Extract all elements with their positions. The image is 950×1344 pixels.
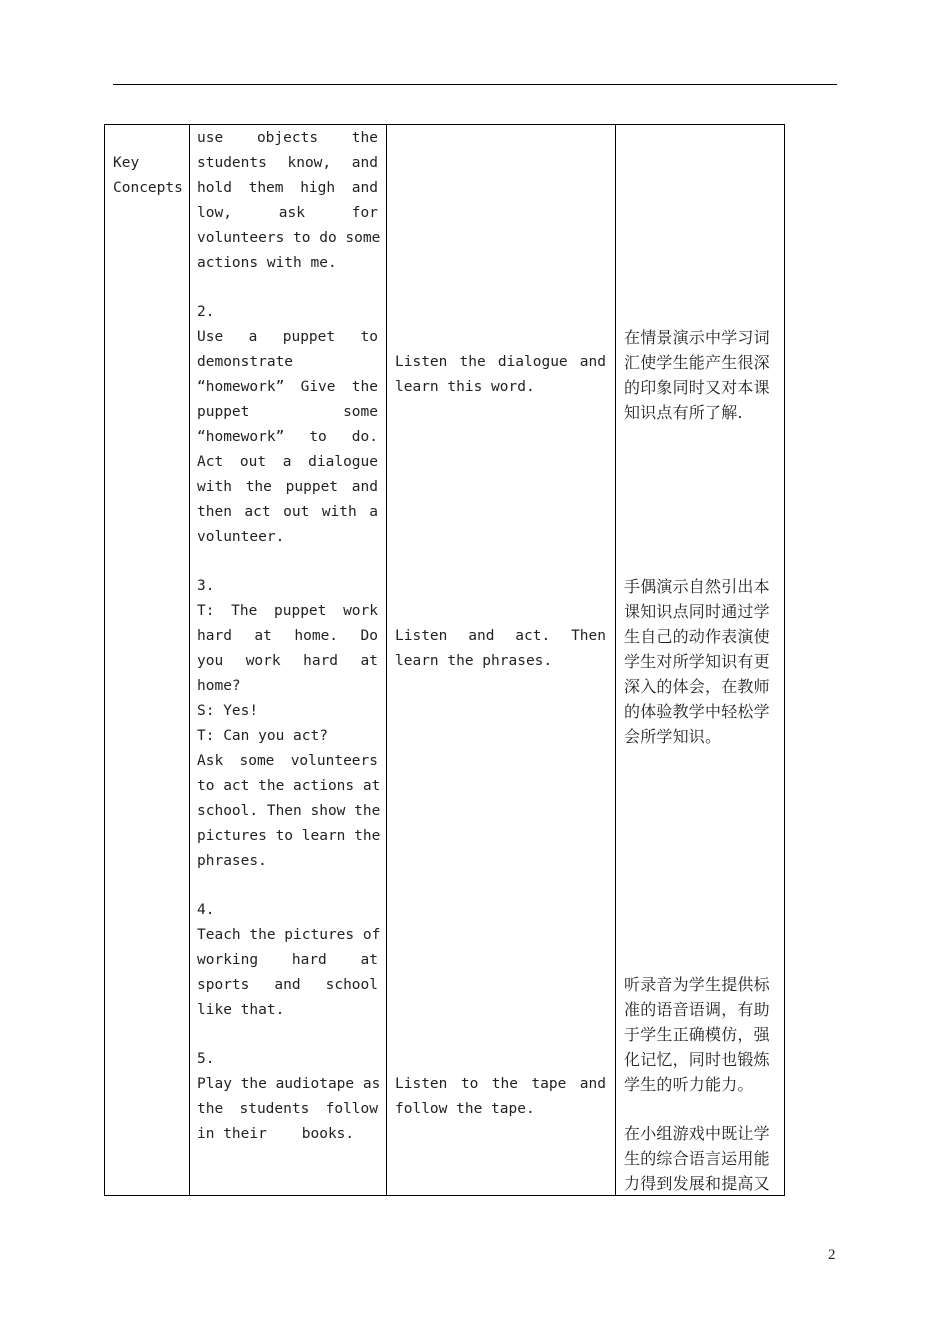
teacher-step-4-line: like that. bbox=[197, 1002, 285, 1018]
teacher-step-3-line: Ask some volunteers bbox=[197, 753, 378, 769]
purpose-text-line: 课知识点同时通过学 bbox=[624, 602, 770, 621]
teacher-step-2-line: demonstrate bbox=[197, 354, 294, 370]
column-divider bbox=[189, 125, 190, 1195]
purpose-text-line: 在小组游戏中既让学 bbox=[624, 1124, 770, 1143]
student-activity-line: learn the phrases. bbox=[395, 653, 553, 669]
teacher-step-3-line: you work hard at bbox=[197, 653, 378, 669]
purpose-text-line: 准的语音语调，有助 bbox=[624, 1000, 770, 1019]
teacher-step-4-line: sports and school bbox=[197, 977, 378, 993]
teacher-step-1-line: actions with me. bbox=[197, 255, 337, 271]
teacher-step-3-line: pictures to learn the bbox=[197, 828, 381, 844]
teacher-step-4-line: working hard at bbox=[197, 952, 378, 968]
student-activity-line: Listen and act. Then bbox=[395, 628, 606, 644]
purpose-text-line: 深入的体会，在教师 bbox=[624, 677, 770, 696]
purpose-text-line: 生的综合语言运用能 bbox=[624, 1149, 770, 1168]
teacher-step-5-line: the students follow bbox=[197, 1101, 378, 1117]
teacher-step-2-line: Use a puppet to bbox=[197, 329, 378, 345]
teacher-step-3-line: phrases. bbox=[197, 853, 267, 869]
purpose-text-line: 的印象同时又对本课 bbox=[624, 378, 770, 397]
purpose-text-line: 化记忆，同时也锻炼 bbox=[624, 1050, 770, 1069]
teacher-step-1-line: use objects the bbox=[197, 130, 378, 146]
teacher-step-5-line: in their books. bbox=[197, 1126, 355, 1142]
teacher-step-3-line: 3. bbox=[197, 578, 215, 594]
student-activity-line: learn this word. bbox=[395, 379, 535, 395]
teacher-step-1-line: low, ask for bbox=[197, 205, 378, 221]
student-activity-line: Listen to the tape and bbox=[395, 1076, 606, 1092]
concepts-label: Concepts bbox=[113, 180, 183, 196]
purpose-text-line: 会所学知识。 bbox=[624, 727, 722, 746]
purpose-text-line: 学生对所学知识有更 bbox=[624, 652, 770, 671]
purpose-text-line: 的体验教学中轻松学 bbox=[624, 702, 770, 721]
teacher-step-4-line: Teach the pictures of bbox=[197, 927, 381, 943]
teacher-step-2-line: with the puppet and bbox=[197, 479, 378, 495]
column-divider bbox=[615, 125, 616, 1195]
key-label: Key bbox=[113, 155, 140, 171]
purpose-text-line: 听录音为学生提供标 bbox=[624, 975, 770, 994]
purpose-text-line: 生自己的动作表演使 bbox=[624, 627, 770, 646]
teacher-step-3-line: school. Then show the bbox=[197, 803, 381, 819]
page-number: 2 bbox=[828, 1247, 836, 1263]
purpose-text-line: 学生的听力能力。 bbox=[624, 1075, 754, 1094]
teacher-step-5-line: 5. bbox=[197, 1051, 215, 1067]
student-activity-line: follow the tape. bbox=[395, 1101, 535, 1117]
purpose-text-line: 知识点有所了解. bbox=[624, 403, 743, 422]
purpose-text-line: 力得到发展和提高又 bbox=[624, 1174, 770, 1193]
teacher-step-2-line: puppet some bbox=[197, 404, 378, 420]
purpose-text-line: 在情景演示中学习词 bbox=[624, 328, 770, 347]
teacher-step-3-line: T: The puppet work bbox=[197, 603, 378, 619]
teacher-step-3-line: hard at home. Do bbox=[197, 628, 378, 644]
purpose-text-line: 手偶演示自然引出本 bbox=[624, 577, 770, 596]
teacher-step-3-line: home? bbox=[197, 678, 241, 694]
teacher-step-2-line: “homework” to do. bbox=[197, 429, 378, 445]
teacher-step-3-line: S: Yes! bbox=[197, 703, 259, 719]
teacher-step-2-line: Act out a dialogue bbox=[197, 454, 378, 470]
purpose-text-line: 汇使学生能产生很深 bbox=[624, 353, 770, 372]
teacher-step-3-line: T: Can you act? bbox=[197, 728, 328, 744]
teacher-step-2-line: 2. bbox=[197, 304, 215, 320]
teacher-step-2-line: then act out with a bbox=[197, 504, 378, 520]
purpose-text-line: 于学生正确模仿，强 bbox=[624, 1025, 770, 1044]
teacher-step-1-line: hold them high and bbox=[197, 180, 378, 196]
teacher-step-2-line: volunteer. bbox=[197, 529, 285, 545]
header-rule bbox=[113, 84, 837, 85]
student-activity-line: Listen the dialogue and bbox=[395, 354, 606, 370]
teacher-step-5-line: Play the audiotape as bbox=[197, 1076, 381, 1092]
teacher-step-1-line: volunteers to do some bbox=[197, 230, 381, 246]
teacher-step-4-line: 4. bbox=[197, 902, 215, 918]
teacher-step-2-line: “homework” Give the bbox=[197, 379, 378, 395]
teacher-step-1-line: students know, and bbox=[197, 155, 378, 171]
column-divider bbox=[386, 125, 387, 1195]
teacher-step-3-line: to act the actions at bbox=[197, 778, 381, 794]
